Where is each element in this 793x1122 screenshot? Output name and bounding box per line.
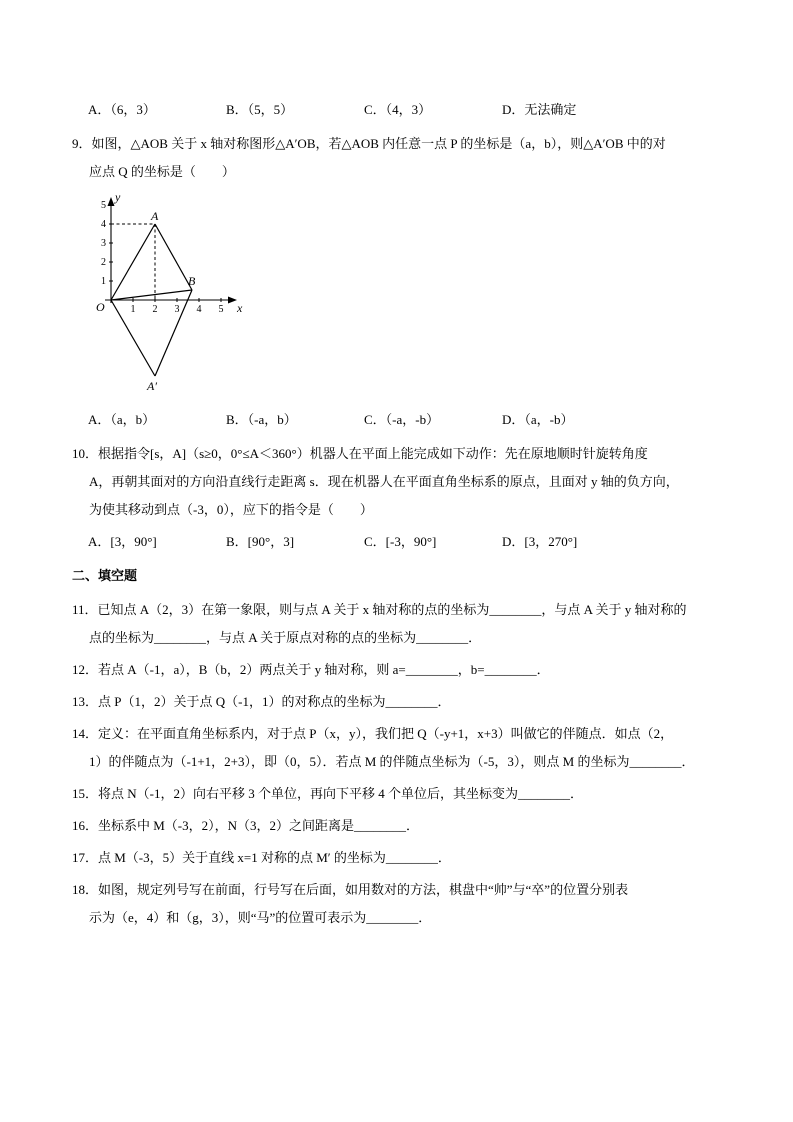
axes <box>105 202 232 303</box>
section-2-title: 二、填空题 <box>72 568 138 583</box>
option-a: A．[3，90°] <box>88 534 157 549</box>
question-15 <box>72 780 727 808</box>
x-tick-2: 2 <box>152 304 158 315</box>
question-15-line1: 15．将点 N（-1，2）向右平移 3 个单位，再向下平移 4 个单位后，其坐标变为________． <box>72 786 583 801</box>
y-tick-4: 4 <box>101 219 106 230</box>
y-tick-5: 5 <box>101 200 106 211</box>
option-a: A．（a，b） <box>88 412 156 427</box>
question-16 <box>72 812 727 840</box>
option-c: C．（4，3） <box>364 102 432 117</box>
question10-options <box>72 528 727 556</box>
question-18 <box>72 876 727 932</box>
triangle-A-prime-OB <box>111 290 192 376</box>
point-A-label: A <box>151 209 159 223</box>
question-11 <box>72 596 727 652</box>
triangle-AOB <box>111 224 192 300</box>
option-a: A．（6，3） <box>88 102 156 117</box>
question-18-line1: 18．如图，规定列号写在前面，行号写在后面，如用数对的方法，棋盘中“帅”与“卒”的位置分别表 <box>72 882 629 897</box>
question-9 <box>72 130 727 186</box>
question-9-line2: 应点 Q 的坐标是（ ） <box>89 164 235 179</box>
question8-options <box>72 96 727 124</box>
option-d: D．（a，-b） <box>502 412 574 427</box>
origin-label: O <box>96 300 105 314</box>
question9-options <box>72 406 727 434</box>
y-tick-1: 1 <box>101 276 106 287</box>
option-b: B．（-a，b） <box>226 412 297 427</box>
y-tick-3: 3 <box>101 238 106 249</box>
question-14 <box>72 720 727 776</box>
y-tick-labels <box>101 200 106 287</box>
question-13 <box>72 688 727 716</box>
question-11-line2: 点的坐标为________，与点 A 关于原点对称的点的坐标为________． <box>89 630 482 645</box>
question-18-line2: 示为（e，4）和（g，3），则“马”的位置可表示为________． <box>89 910 432 925</box>
option-d: D．无法确定 <box>502 102 577 117</box>
question-11-line1: 11．已知点 A（2，3）在第一象限，则与点 A 关于 x 轴对称的点的坐标为________，与点 A 关于 y 轴对称的 <box>72 602 687 617</box>
option-b: B．（5，5） <box>226 102 294 117</box>
question-10-line1: 10．根据指令[s，A]（s≥0，0°≤A＜360°）机器人在平面上能完成如下动作：先在原地顺时针旋转角度 <box>72 446 648 461</box>
question-16-line1: 16．坐标系中 M（-3，2），N（3，2）之间距离是________． <box>72 818 420 833</box>
question-9-line1: 9．如图，△AOB 关于 x 轴对称图形△A′OB，若△AOB 内任意一点 P 的坐标是（a，b），则△A′OB 中的对 <box>72 136 666 151</box>
x-axis-arrow-icon <box>228 297 237 304</box>
question-17-line1: 17．点 M（-3，5）关于直线 x=1 对称的点 M′ 的坐标为________． <box>72 850 451 865</box>
option-b: B．[90°，3] <box>226 534 295 549</box>
point-A-prime-label: A′ <box>147 379 157 393</box>
coordinate-figure <box>85 190 247 396</box>
option-d: D．[3，270°] <box>502 534 578 549</box>
question-10-line3: 为使其移动到点（-3，0），应下的指令是（ ） <box>89 502 373 517</box>
axis-ticks <box>109 205 221 302</box>
y-tick-2: 2 <box>101 257 106 268</box>
question-12 <box>72 656 727 684</box>
y-axis-label: y <box>115 190 121 204</box>
x-tick-1: 1 <box>130 304 136 315</box>
question-17 <box>72 844 727 872</box>
point-B-label: B <box>188 274 196 288</box>
question-10-line2: A，再朝其面对的方向沿直线行走距离 s．现在机器人在平面直角坐标系的原点，且面对 y 轴的负方向， <box>89 474 679 489</box>
question-12-line1: 12．若点 A（-1，a），B（b，2）两点关于 y 轴对称，则 a=________，b=________． <box>72 662 550 677</box>
x-tick-5: 5 <box>218 304 224 315</box>
x-axis-label: x <box>237 301 243 315</box>
option-c: C．[-3，90°] <box>364 534 437 549</box>
question-14-line2: 1）的伴随点为（-1+1，2+3），即（0，5）．若点 M 的伴随点坐标为（-5，3），则点 M 的坐标为________． <box>89 754 695 769</box>
x-tick-labels <box>131 304 224 315</box>
figure-wrapper <box>85 190 727 400</box>
option-c: C．（-a，-b） <box>364 412 440 427</box>
x-tick-4: 4 <box>196 304 202 315</box>
x-tick-3: 3 <box>174 304 180 315</box>
question-10 <box>72 440 727 524</box>
question-13-line1: 13．点 P（1，2）关于点 Q（-1，1）的对称点的坐标为________． <box>72 694 451 709</box>
question-14-line1: 14．定义：在平面直角坐标系内，对于点 P（x，y），我们把 Q（-y+1，x+3）叫做它的伴随点．如点（2， <box>72 726 674 741</box>
